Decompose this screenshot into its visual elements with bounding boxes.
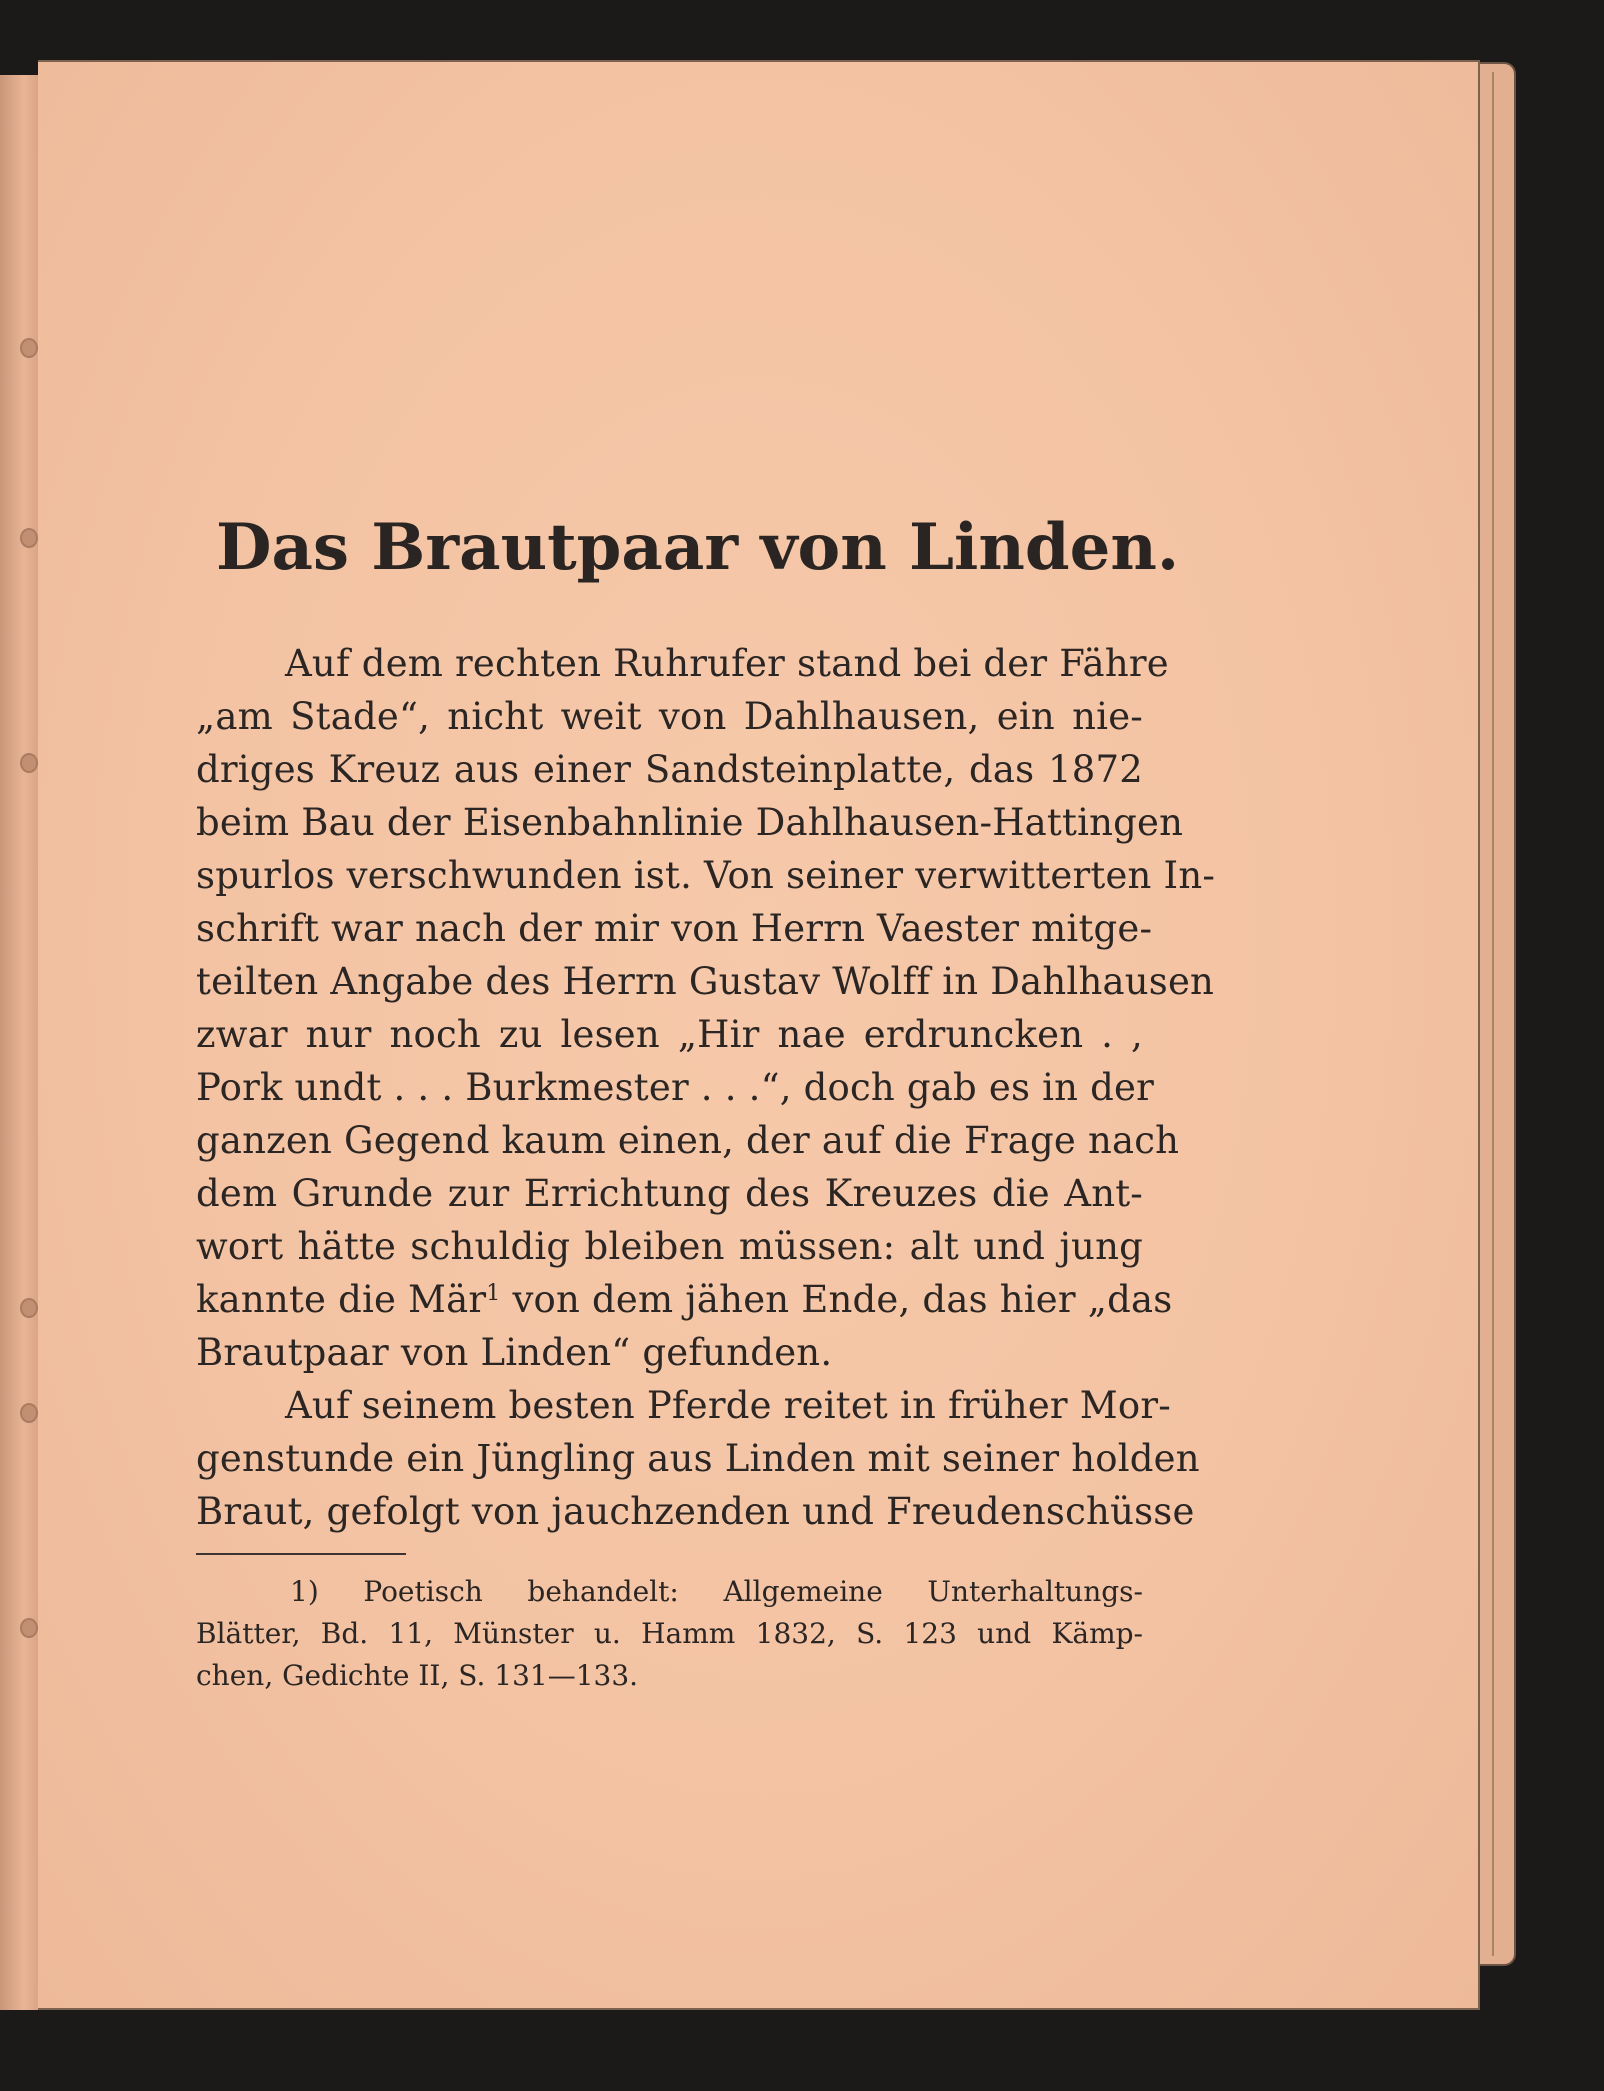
- text-line: zwar nur noch zu lesen „Hir nae erdruncken . ,: [196, 1013, 1143, 1056]
- text-line: genstunde ein Jüngling aus Linden mit seiner holden: [196, 1437, 1200, 1480]
- text-line: dem Grunde zur Errichtung des Kreuzes die Ant-: [196, 1172, 1143, 1215]
- text-line: beim Bau der Eisenbahnlinie Dahlhausen-Hattingen: [196, 801, 1184, 844]
- facing-page-edge: [0, 75, 42, 2010]
- text-line: „am Stade“, nicht weit von Dahlhausen, ein nie-: [196, 695, 1143, 738]
- text-line: Pork undt . . . Burkmester . . .“, doch gab es in der: [196, 1066, 1155, 1109]
- text-line-with-footnote: [196, 1273, 1173, 1326]
- text-line: Braut, gefolgt von jauchzenden und Freudenschüsse: [196, 1490, 1195, 1533]
- text-line: Auf dem rechten Ruhrufer stand bei der Fähre: [285, 642, 1169, 685]
- text-line: wort hätte schuldig bleiben müssen: alt und jung: [196, 1225, 1143, 1268]
- text-line: schrift war nach der mir von Herrn Vaester mitge-: [196, 907, 1153, 950]
- binding-stitch: [22, 1405, 36, 1421]
- binding-stitch: [22, 1620, 36, 1636]
- text-line: Auf seinem besten Pferde reitet in früher Mor-: [285, 1384, 1171, 1427]
- footnote-marker: 1: [486, 1281, 501, 1306]
- text-line: driges Kreuz aus einer Sandsteinplatte, das 1872: [196, 748, 1143, 791]
- text-line: Brautpaar von Linden“ gefunden.: [196, 1331, 833, 1374]
- binding-stitch: [22, 530, 36, 546]
- binding-stitch: [22, 1300, 36, 1316]
- binding-stitch: [22, 755, 36, 771]
- text-fragment: von dem jähen Ende, das hier „das: [500, 1278, 1173, 1321]
- footnote-line: 1) Poetisch behandelt: Allgemeine Unterhaltungs-: [290, 1575, 1143, 1608]
- text-line: spurlos verschwunden ist. Von seiner verwitterten In-: [196, 854, 1216, 897]
- footnote-line: Blätter, Bd. 11, Münster u. Hamm 1832, S. 123 und Kämp-: [196, 1617, 1143, 1650]
- footnote-rule: [196, 1553, 406, 1555]
- footnote-line: chen, Gedichte II, S. 131—133.: [196, 1659, 639, 1692]
- text-fragment: kannte die Mär: [196, 1278, 487, 1321]
- chapter-title: Das Brautpaar von Linden.: [216, 510, 1180, 585]
- text-line: ganzen Gegend kaum einen, der auf die Frage nach: [196, 1119, 1180, 1162]
- page-leaf: [1492, 72, 1494, 1956]
- text-line: teilten Angabe des Herrn Gustav Wolff in Dahlhausen: [196, 960, 1215, 1003]
- binding-stitch: [22, 340, 36, 356]
